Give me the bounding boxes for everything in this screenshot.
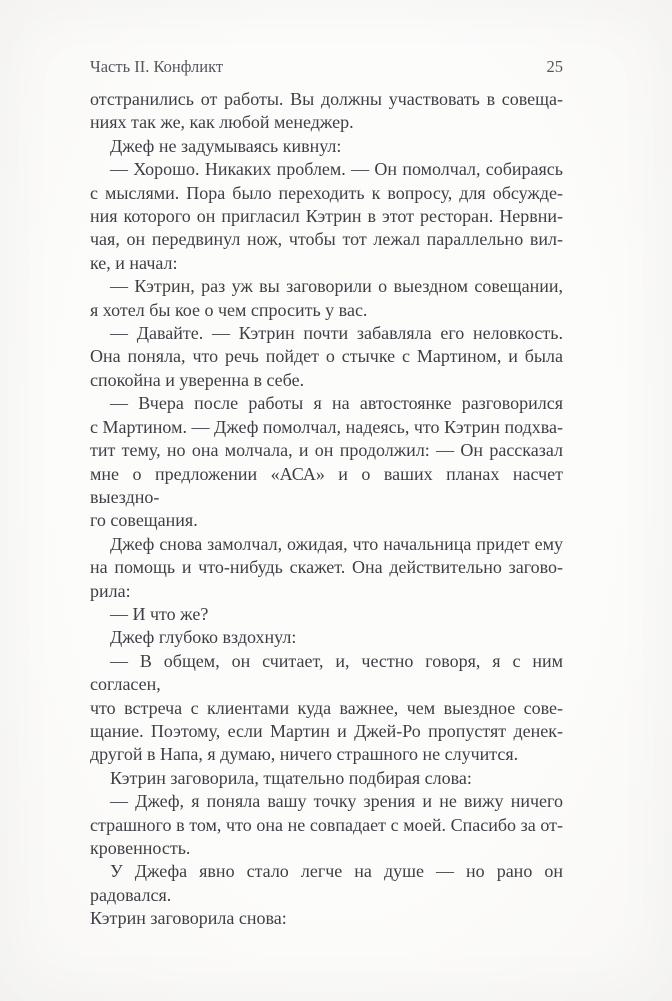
- text-line: — Давайте. — Кэтрин почти забавляла его неловкость.: [110, 323, 563, 344]
- text-line: — В общем, он считает, и, честно говоря, я с ним согласен,: [90, 650, 563, 695]
- text-line: — И что же?: [110, 603, 209, 624]
- text-line: тит тему, но она молчала, и он продолжил: — Он рассказал: [90, 440, 563, 461]
- text-line: ке, и начал:: [90, 252, 178, 273]
- text-line: мне о предложении «АСА» и о ваших планах насчет выездно-: [90, 463, 563, 507]
- paragraph: [90, 860, 563, 930]
- text-line: Джеф снова замолчал, ожидая, что начальница придет ему: [110, 533, 563, 554]
- text-line: рила:: [90, 580, 131, 601]
- paragraph: [90, 603, 563, 626]
- text-line: — Хорошо. Никаких проблем. — Он помолчал, собираясь: [110, 159, 563, 180]
- text-line: щание. Поэтому, если Мартин и Джей-Ро пропустят денек-: [90, 720, 563, 741]
- paragraph: [90, 322, 563, 392]
- text-line: У Джефа явно стало легче на душе — но рано он радовался.: [90, 861, 563, 905]
- text-line: — Кэтрин, раз уж вы заговорили о выездном совещании,: [110, 276, 563, 297]
- text-line: Джеф не задумываясь кивнул:: [110, 135, 342, 156]
- text-line: кровенность.: [90, 838, 191, 858]
- text-line: го совещания.: [90, 510, 198, 531]
- text-line: ния которого он пригласил Кэтрин в этот ресторан. Нервни-: [90, 206, 563, 227]
- text-line: на помощь и что-нибудь скажет. Она действительно загово-: [90, 557, 563, 578]
- text-line: спокойна и уверенна в себе.: [90, 369, 305, 390]
- paragraph: [90, 88, 563, 135]
- page-number: 25: [546, 57, 563, 76]
- text-line: — Джеф, я поняла вашу точку зрения и не вижу ничего: [110, 791, 563, 812]
- paragraph: [90, 790, 563, 860]
- text-line: Кэтрин заговорила снова:: [90, 908, 287, 929]
- paragraph: [90, 275, 563, 322]
- paragraph: [90, 135, 563, 158]
- text-line: что встреча с клиентами куда важнее, чем выездное сове-: [90, 697, 563, 718]
- text-line: я хотел бы кое о чем спросить у вас.: [90, 299, 368, 320]
- text-line: — Вчера после работы я на автостоянке разговорился: [110, 393, 563, 414]
- section-title: Часть II. Конфликт: [90, 57, 224, 76]
- text-line: ниях так же, как любой менеджер.: [90, 112, 354, 133]
- running-header: [90, 56, 563, 77]
- paragraph: [90, 767, 563, 790]
- body-text: [90, 88, 563, 931]
- paragraph: [90, 392, 563, 532]
- text-line: Кэтрин заговорила, тщательно подбирая слова:: [110, 767, 472, 788]
- paragraph: [90, 158, 563, 275]
- paragraph: [90, 533, 563, 603]
- paragraph: [90, 626, 563, 649]
- text-line: другой в Напа, я думаю, ничего страшного не случится.: [90, 744, 519, 765]
- text-line: отстранились от работы. Вы должны участвовать в совеща-: [90, 89, 563, 109]
- paragraph: [90, 650, 563, 767]
- text-line: страшного в том, что она не совпадает с моей. Спасибо за от-: [90, 814, 563, 835]
- text-line: с мыслями. Пора было переходить к вопросу, для обсужде-: [90, 182, 563, 203]
- text-line: с Мартином. — Джеф помолчал, надеясь, что Кэтрин подхва-: [90, 416, 563, 437]
- text-line: Она поняла, что речь пойдет о стычке с Мартином, и была: [90, 346, 563, 367]
- text-line: Джеф глубоко вздохнул:: [110, 627, 297, 648]
- text-line: чая, он передвинул нож, чтобы тот лежал параллельно вил-: [90, 229, 563, 250]
